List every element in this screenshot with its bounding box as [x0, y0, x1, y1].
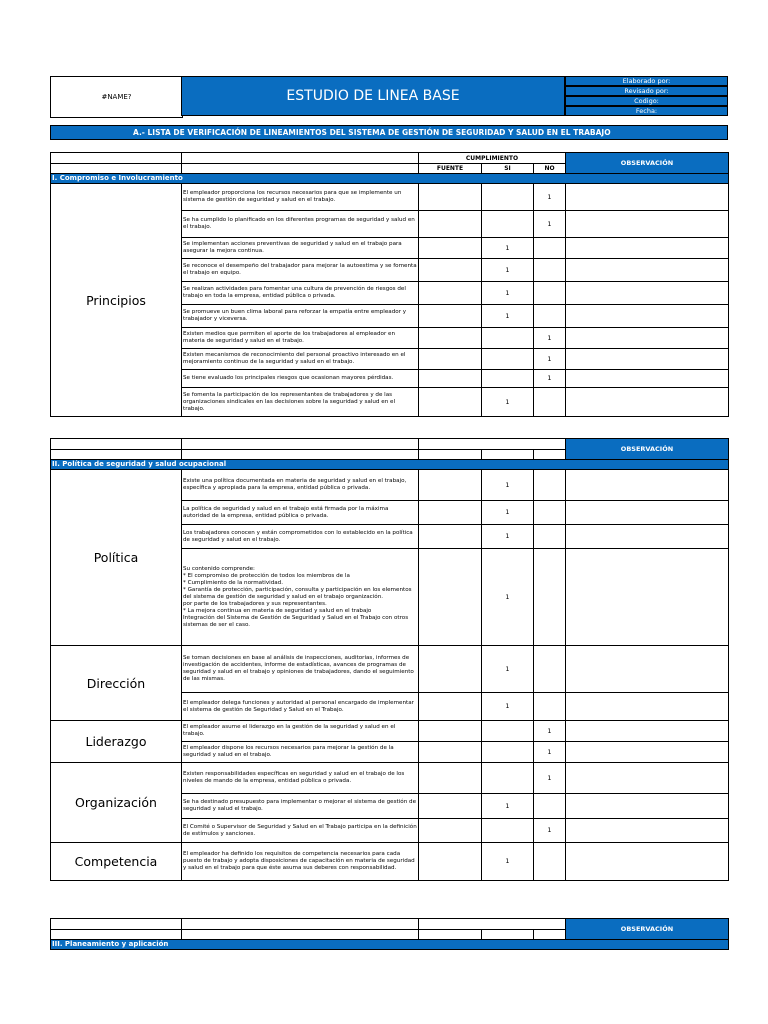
- meta-codigo: Codigo:: [565, 96, 728, 106]
- meta-elaborado: Elaborado por:: [565, 76, 728, 86]
- table-row: Se promueve un buen clima laboral para reforzar la empatía entre empleador y trabajador y viceversa. 1: [51, 305, 729, 328]
- category-liderazgo: Liderazgo: [51, 721, 182, 763]
- section-3-table: [50, 918, 729, 950]
- table-row: Se ha destinado presupuesto para implementar o mejorar el sistema de gestión de seguridad y salud el trabajo. 1: [51, 794, 729, 819]
- si-header: SI: [482, 164, 534, 174]
- table-row: Se ha cumplido lo planificado en los diferentes programas de seguridad y salud en el trabajo. 1: [51, 211, 729, 238]
- table-row: Política Existe una política documentada en materia de seguridad y salud en el trabajo, específica y apropiada para la empresa, entidad pública o privada. 1: [51, 470, 729, 501]
- table-row: Se fomenta la participación de los representantes de trabajadores y de las organizaciones sindicales en las decisiones sobre la seguridad y salud en el trabajo. 1: [51, 388, 729, 417]
- observacion-header: OBSERVACIÓN: [566, 153, 729, 174]
- category-direccion: Dirección: [51, 646, 182, 721]
- document-title: ESTUDIO DE LINEA BASE: [181, 76, 565, 116]
- meta-revisado: Revisado por:: [565, 86, 728, 96]
- no-header: NO: [534, 164, 566, 174]
- section-2-title: II. Política de seguridad y salud ocupacional: [51, 460, 729, 470]
- table-row: La política de seguridad y salud en el trabajo está firmada por la máxima autoridad de la empresa, entidad pública o privada. 1: [51, 501, 729, 525]
- section-3-title: III. Planeamiento y aplicación: [51, 940, 729, 950]
- observacion-header-3: OBSERVACIÓN: [566, 919, 729, 940]
- document-header: [50, 76, 728, 118]
- meta-fecha: Fecha:: [565, 106, 728, 116]
- section-1-title: I. Compromiso e Involucramiento: [51, 174, 729, 184]
- table-row: Su contenido comprende: * El compromiso de protección de todos los miembros de la * Cumplimiento de la normatividad. * Garantía de protección, participación, consulta y participación en los elementos del sistema de gestión de seguridad y salud en el trabajo organización. por parte de los trabajadores y sus representantes. * La mejora continua en materia de seguridad y salud en el trabajo Integración del Sistema de Gestión de Seguridad y Salud en el Trabajo con otros sistemas de ser el caso. 1: [51, 549, 729, 646]
- fuente-header: FUENTE: [419, 164, 482, 174]
- table-row: El empleador delega funciones y autoridad al personal encargado de implementar el sistema de gestión de Seguridad y Salud en el Trabajo. 1: [51, 693, 729, 721]
- table-row: El Comité o Supervisor de Seguridad y Salud en el Trabajo participa en la definición de estímulos y sanciones. 1: [51, 819, 729, 843]
- table-row: El empleador dispone los recursos necesarios para mejorar la gestión de la seguridad y salud en el trabajo. 1: [51, 742, 729, 763]
- category-competencia: Competencia: [51, 843, 182, 881]
- section-a-title: A.- LISTA DE VERIFICACIÓN DE LINEAMIENTOS DEL SISTEMA DE GESTIÓN DE SEGURIDAD Y SALUD EN EL TRABAJO: [50, 125, 728, 140]
- table-row: Principios El empleador proporciona los recursos necesarios para que se implemente un sistema de gestión de seguridad y salud en el trabajo. 1: [51, 184, 729, 211]
- observacion-header-2: OBSERVACIÓN: [566, 439, 729, 460]
- section-2-table: [50, 438, 729, 881]
- table-row: Los trabajadores conocen y están comprometidos con lo establecido en la política de seguridad y salud en el trabajo. 1: [51, 525, 729, 549]
- table-row: Liderazgo El empleador asume el liderazgo en la gestión de la seguridad y salud en el trabajo. 1: [51, 721, 729, 742]
- table-row: Se implementan acciones preventivas de seguridad y salud en el trabajo para asegurar la mejora continua. 1: [51, 238, 729, 259]
- category-politica: Política: [51, 470, 182, 646]
- table-row: Existen mecanismos de reconocimiento del personal proactivo interesado en el mejoramiento continuo de la seguridad y salud en el trabajo. 1: [51, 349, 729, 370]
- category-principios: Principios: [51, 184, 182, 417]
- name-cell: #NAME?: [50, 76, 183, 118]
- table-row: Competencia El empleador ha definido los requisitos de competencia necesarios para cada puesto de trabajo y adopta disposiciones de capacitación en materia de seguridad y salud en el trabajo para que éste asuma sus deberes con responsabilidad. 1: [51, 843, 729, 881]
- table-row: Se tiene evaluado los principales riesgos que ocasionan mayores pérdidas. 1: [51, 370, 729, 388]
- table-row: Se reconoce el desempeño del trabajador para mejorar la autoestima y se fomenta el trabajo en equipo. 1: [51, 259, 729, 282]
- table-row: Dirección Se toman decisiones en base al análisis de inspecciones, auditorias, informes de investigación de accidentes, informe de estadísticas, avances de programas de seguridad y salud en el trabajo y opiniones de trabajadores, dando el seguimiento de las mismas. 1: [51, 646, 729, 693]
- table-row: Existen medios que permiten el aporte de los trabajadores al empleador en materia de seguridad y salud en el trabajo. 1: [51, 328, 729, 349]
- table-row: Se realizan actividades para fomentar una cultura de prevención de riesgos del trabajo en toda la empresa, entidad pública o privada. 1: [51, 282, 729, 305]
- section-1-table: [50, 152, 729, 417]
- cumplimiento-header: CUMPLIMIENTO: [419, 153, 566, 164]
- table-row: Organización Existen responsabilidades específicas en seguridad y salud en el trabajo de los niveles de mando de la empresa, entidad pública o privada. 1: [51, 763, 729, 794]
- category-organizacion: Organización: [51, 763, 182, 843]
